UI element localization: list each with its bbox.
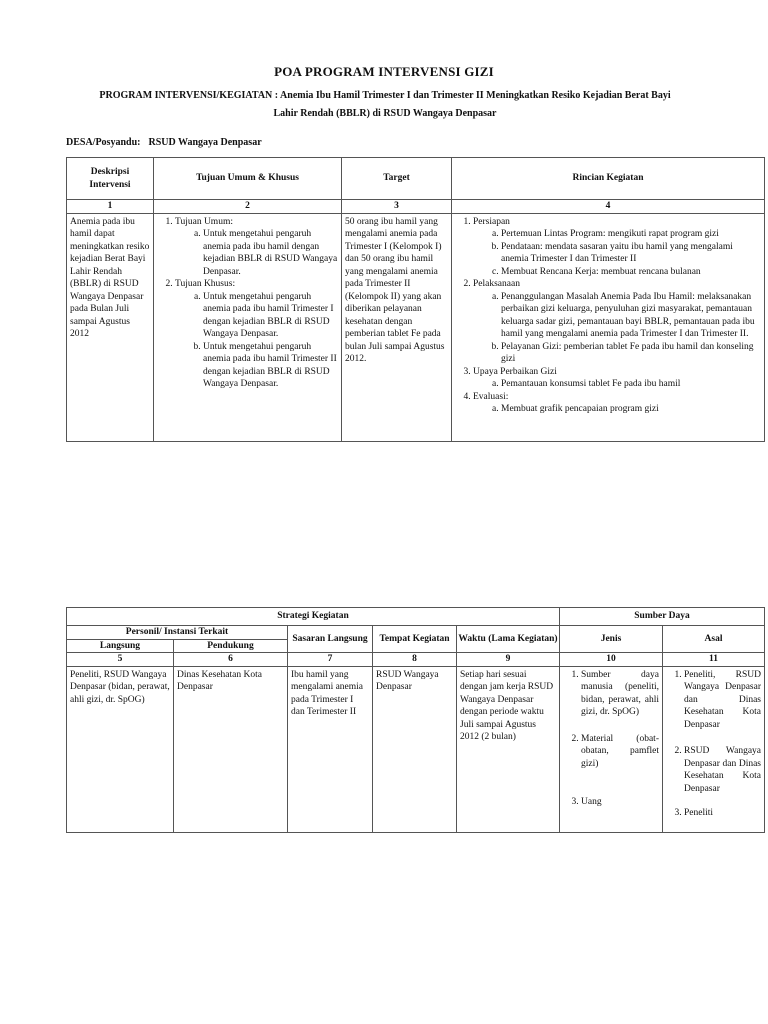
waktu-cell: Setiap hari sesuai dengan jam kerja RSUD Wangaya Denpasar dengan periode waktu Juli sampai Agustus 2012 (2 bulan) xyxy=(457,666,560,832)
rincian-label: Persiapan xyxy=(473,216,510,227)
sasaran-cell: Ibu hamil yang mengalami anemia pada Trimester I dan Terimester II xyxy=(288,666,373,832)
header-sasaran: Sasaran Langsung xyxy=(288,626,373,653)
header-langsung: Langsung xyxy=(67,639,174,653)
header-asal: Asal xyxy=(663,626,765,653)
rincian-upaya xyxy=(473,366,761,391)
list-item: 3. Peneliti xyxy=(684,807,761,820)
header-sumber-daya: Sumber Daya xyxy=(560,608,765,626)
list-item: a. Pemantauan konsumsi tablet Fe pada ibu hamil xyxy=(501,378,761,391)
header-tempat: Tempat Kegiatan xyxy=(373,626,457,653)
desa-label: DESA/Posyandu: xyxy=(66,137,141,148)
header-rincian: Rincian Kegiatan xyxy=(452,158,765,200)
col-number: 4 xyxy=(452,200,765,214)
desa-value: RSUD Wangaya Denpasar xyxy=(148,137,262,148)
list-item: 2. Material (obat-obatan, pamflet gizi) xyxy=(581,733,659,771)
tujuan-cell xyxy=(154,213,342,441)
tempat-cell: RSUD Wangaya Denpasar xyxy=(373,666,457,832)
list-item: 1. Peneliti, RSUD Wangaya Denpasar dan Dinas Kesehatan Kota Denpasar xyxy=(684,669,761,732)
header-target: Target xyxy=(342,158,452,200)
header-deskripsi: Deskripsi Intervensi xyxy=(67,158,154,200)
rincian-evaluasi xyxy=(473,391,761,416)
list-item: a. Untuk mengetahui pengaruh anemia pada ibu hamil dengan kejadian BBLR di RSUD Wangaya Denpasar. xyxy=(203,228,338,278)
tujuan-umum-label: Tujuan Umum: xyxy=(175,216,233,227)
list-item: a. Penanggulangan Masalah Anemia Pada Ibu Hamil: melaksanakan perbaikan gizi keluarga, penyuluhan gizi masyarakat, pemantauan keluarga sadar gizi, pemantauan bayi BBLR, pemantauan pada ibu hamil yang mengalami anemia pada Trimester I dan Trimester II. xyxy=(501,291,761,341)
deskripsi-cell: Anemia pada ibu hamil dapat meningkatkan resiko kejadian Berat Bayi Lahir Rendah (BBLR) di RSUD Wangaya Denpasar pada Bulan Juli sampai Agustus 2012 xyxy=(67,213,154,441)
rincian-label: Upaya Perbaikan Gizi xyxy=(473,366,557,377)
poa-table-2 xyxy=(66,607,765,833)
col-number: 2 xyxy=(154,200,342,214)
list-item: 3. Uang xyxy=(581,796,659,809)
header-pendukung: Pendukung xyxy=(174,639,288,653)
pendukung-cell: Dinas Kesehatan Kota Denpasar xyxy=(174,666,288,832)
col-number: 7 xyxy=(288,653,373,667)
col-number: 6 xyxy=(174,653,288,667)
jenis-cell xyxy=(560,666,663,832)
tujuan-khusus xyxy=(175,278,338,391)
rincian-persiapan xyxy=(473,216,761,279)
header-jenis: Jenis xyxy=(560,626,663,653)
col-number: 1 xyxy=(67,200,154,214)
list-item: b. Pelayanan Gizi: pemberian tablet Fe pada ibu hamil dan konseling gizi xyxy=(501,341,761,366)
col-number: 3 xyxy=(342,200,452,214)
list-item: a. Pertemuan Lintas Program: mengikuti rapat program gizi xyxy=(501,228,761,241)
program-title-line1: PROGRAM INTERVENSI/KEGIATAN : Anemia Ibu Hamil Trimester I dan Trimester II Meningkatkan Resiko Kejadian Berat Bayi xyxy=(99,90,671,101)
header-tujuan: Tujuan Umum & Khusus xyxy=(154,158,342,200)
col-number: 10 xyxy=(560,653,663,667)
header-waktu: Waktu (Lama Kegiatan) xyxy=(457,626,560,653)
asal-cell xyxy=(663,666,765,832)
list-item: a. Untuk mengetahui pengaruh anemia pada ibu hamil Trimester I dengan kejadian BBLR di RSUD Wangaya Denpasar. xyxy=(203,291,338,341)
langsung-cell: Peneliti, RSUD Wangaya Denpasar (bidan, perawat, ahli gizi, dr. SpOG) xyxy=(67,666,174,832)
list-item: c. Membuat Rencana Kerja: membuat rencana bulanan xyxy=(501,266,761,279)
list-item: 2. RSUD Wangaya Denpasar dan Dinas Kesehatan Kota Denpasar xyxy=(684,745,761,795)
list-item: 1. Sumber daya manusia (peneliti, bidan, perawat, ahli gizi, dr. SpOG) xyxy=(581,669,659,719)
list-item: b. Pendataan: mendata sasaran yaitu ibu hamil yang mengalami anemia Trimester I dan Trimester II xyxy=(501,241,761,266)
tujuan-khusus-label: Tujuan Khusus: xyxy=(175,279,236,289)
target-cell: 50 orang ibu hamil yang mengalami anemia pada Trimester I (Kelompok I) dan 50 orang ibu hamil yang mengalami anemia pada Trimester II (Kelompok II) yang akan diberikan pelayanan kesehatan dengan pemberian tablet Fe pada bulan Juli sampai Agustus 2012. xyxy=(342,213,452,441)
tujuan-umum xyxy=(175,216,338,279)
list-item: a. Membuat grafik pencapaian program gizi xyxy=(501,403,761,416)
rincian-pelaksanaan xyxy=(473,278,761,366)
desa-posyandu xyxy=(66,137,262,148)
col-number: 11 xyxy=(663,653,765,667)
col-number: 9 xyxy=(457,653,560,667)
rincian-cell xyxy=(452,213,765,441)
header-personil: Personil/ Instansi Terkait xyxy=(67,626,288,640)
header-strategi: Strategi Kegiatan xyxy=(67,608,560,626)
col-number: 5 xyxy=(67,653,174,667)
program-title-line2: Lahir Rendah (BBLR) di RSUD Wangaya Denpasar xyxy=(273,108,497,119)
col-number: 8 xyxy=(373,653,457,667)
list-item: b. Untuk mengetahui pengaruh anemia pada ibu hamil Trimester II dengan kejadian BBLR di RSUD Wangaya Denpasar. xyxy=(203,341,338,391)
page-title: POA PROGRAM INTERVENSI GIZI xyxy=(274,64,494,79)
rincian-label: Evaluasi: xyxy=(473,391,509,402)
rincian-label: Pelaksanaan xyxy=(473,279,520,289)
poa-table-1 xyxy=(66,157,765,442)
